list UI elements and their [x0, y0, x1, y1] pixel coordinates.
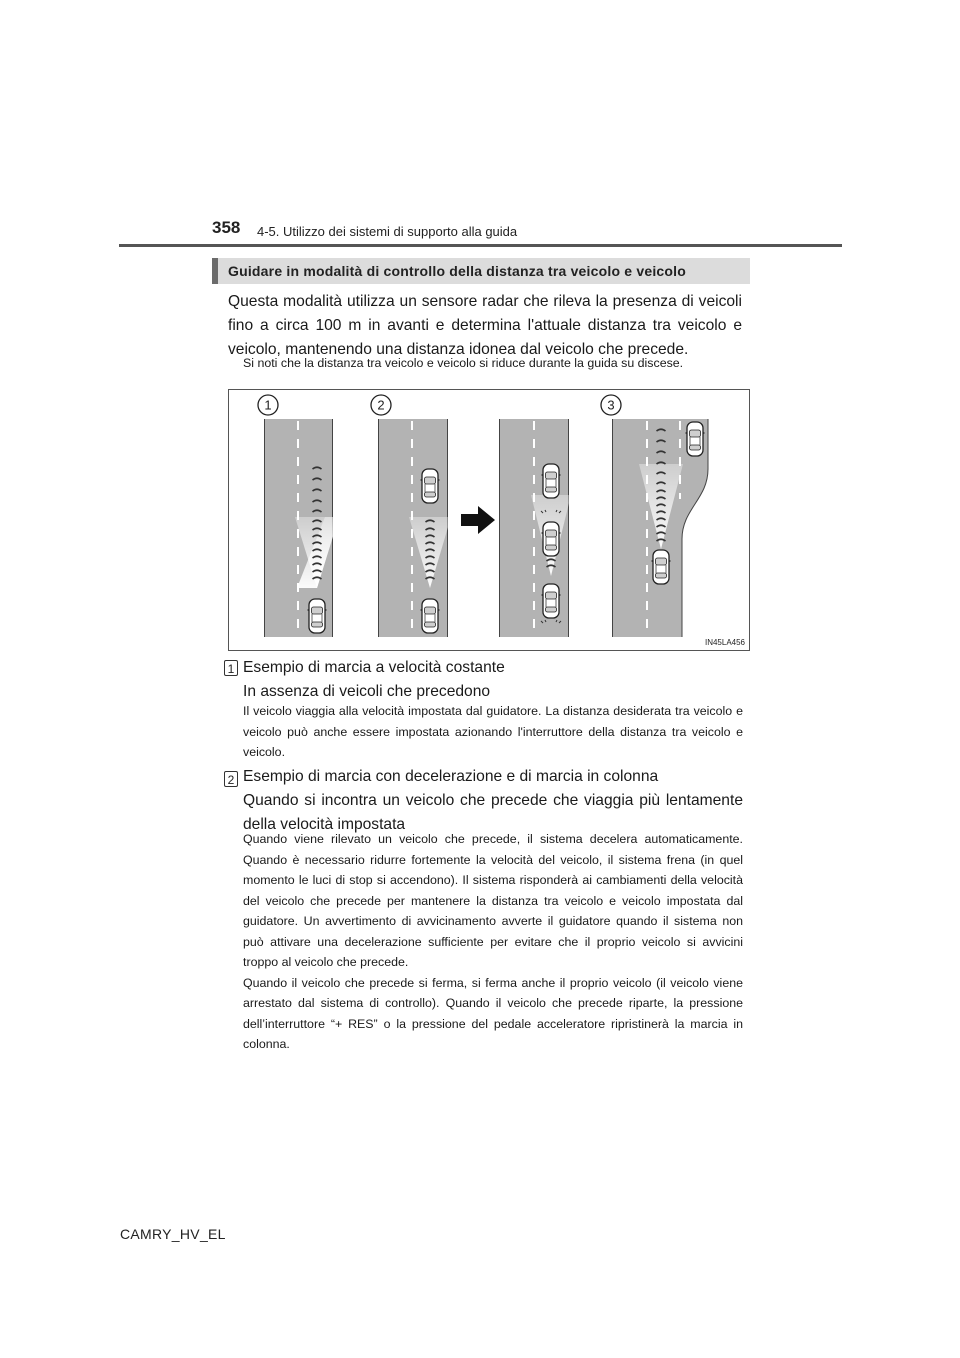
- own-vehicle-icon: [542, 584, 561, 618]
- note-text: Si noti che la distanza tra veicolo e veicolo si riduce durante la guida su discese.: [243, 356, 684, 370]
- figure-marker-2: [371, 395, 391, 415]
- figure-marker-2-label: 2: [377, 397, 385, 413]
- road-scene-1: [264, 419, 339, 637]
- section-title: Guidare in modalità di controllo della distanza tra veicolo e veicolo: [228, 263, 687, 279]
- preceding-vehicle-icon: [542, 464, 561, 498]
- item-1-heading-line-1: Esempio di marcia a velocità costante: [243, 659, 505, 676]
- road-scene-2-following: [499, 419, 571, 637]
- section-heading-bar: [212, 258, 750, 284]
- intro-paragraph: Questa modalità utilizza un sensore radar che rileva la presenza di veicoli fino a circa 100 m in avanti e determina l'attuale distanza tra veicolo e veicolo, mantenendo una distanza idonea dal veicolo che precede.: [228, 293, 742, 358]
- chapter-section-label: 4-5. Utilizzo dei sistemi di supporto alla guida: [257, 224, 518, 239]
- own-vehicle-icon: [308, 599, 327, 633]
- merging-vehicle-icon: [686, 422, 705, 456]
- header-divider: [119, 244, 842, 247]
- item-marker-1: 1: [224, 660, 238, 676]
- item-1-heading-line-2: In assenza di veicoli che precedono: [243, 683, 491, 700]
- footer-model-code: CAMRY_HV_EL: [120, 1226, 226, 1242]
- figure-marker-3-label: 3: [607, 397, 615, 413]
- own-vehicle-icon: [421, 599, 440, 633]
- item-1-description: Il veicolo viaggia alla velocità impostata dal guidatore. La distanza desiderata tra veicolo e veicolo può anche essere impostata azionando l'interruttore della distanza tra veicolo e veicolo.: [243, 704, 743, 759]
- item-2-description: [243, 829, 743, 1055]
- item-2-heading: [243, 765, 743, 837]
- item-2-heading-line-2: Quando si incontra un veicolo che precede che viaggia più lentamente della velocità impostata: [243, 792, 743, 833]
- figure-marker-1: [258, 395, 278, 415]
- preceding-vehicle-icon: [421, 469, 440, 503]
- item-marker-2: 2: [224, 771, 238, 787]
- own-vehicle-icon: [652, 550, 671, 584]
- figure-code: IN45LA456: [704, 638, 745, 647]
- figure-marker-3: [601, 395, 621, 415]
- item-1-heading: [243, 656, 743, 704]
- figure-marker-1-label: 1: [264, 397, 272, 413]
- preceding-vehicle-icon: [542, 522, 561, 556]
- item-2-heading-line-1: Esempio di marcia con decelerazione e di marcia in colonna: [243, 768, 659, 785]
- page-number: 358: [212, 218, 241, 237]
- item-2-description-paragraph-1: Quando viene rilevato un veicolo che precede, il sistema decelera automaticamente. Quando è necessario ridurre fortemente la velocità del veicolo, il sistema frena (in quel momento le luci di stop si accendono). Il sistema risponderà ai cambiamenti della velocità del veicolo che precede per mantenere la distanza tra veicolo e veicolo impostata dal guidatore. Un avvertimento di avvicinamento avverte il guidatore quando il sistema non può attivare una decelerazione sufficiente per evitare che il proprio veicolo si avvicini troppo al veicolo che precede.: [243, 832, 743, 969]
- radar-cruise-illustration: [228, 389, 750, 651]
- item-2-description-paragraph-2: Quando il veicolo che precede si ferma, si ferma anche il proprio veicolo (il veicolo viene arrestato dal sistema di controllo). Quando il veicolo che precede riparte, la pressione dell’interruttore “+ RES” o la pressione del pedale acceleratore ripristinerà la marcia in colonna.: [243, 975, 743, 1051]
- road-scene-2: [378, 419, 451, 637]
